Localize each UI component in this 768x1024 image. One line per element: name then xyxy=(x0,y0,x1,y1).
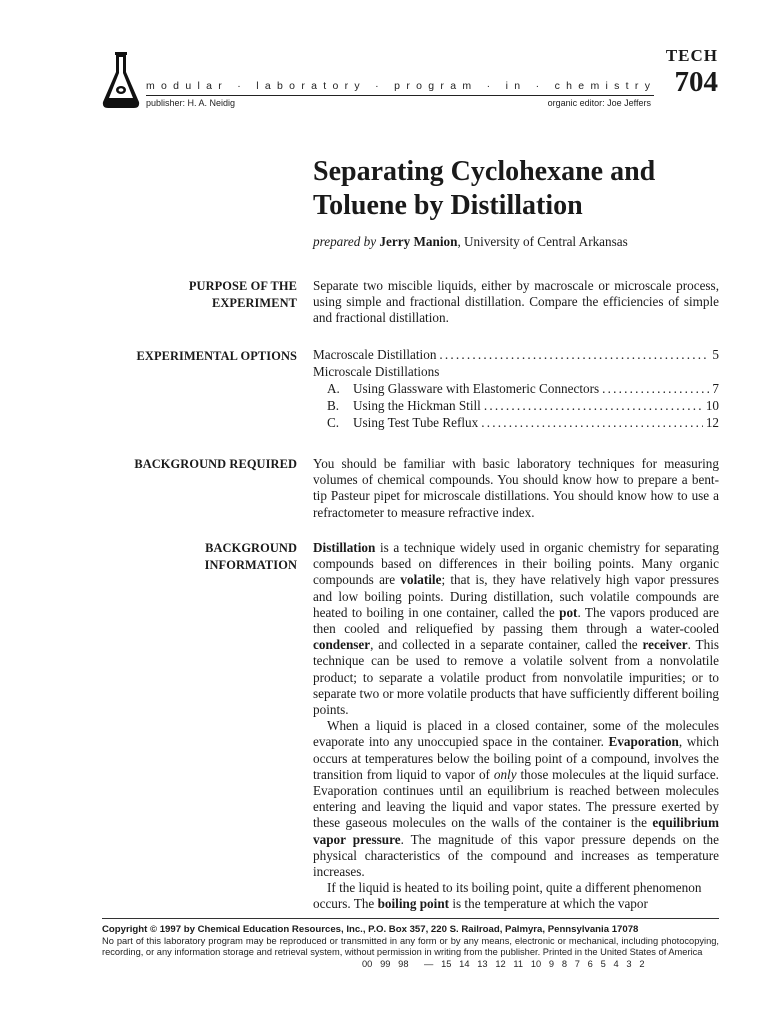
term-volatile: volatile xyxy=(400,572,442,588)
editor-credit: organic editor: Joe Jeffers xyxy=(547,98,651,108)
text-run: those molecules at the liquid surface. Evaporation continues until an equilibrium is reached between molecules entering and leaving the liquid and vapor states. The pressure exerted by these gaseous molecules on the walls of the container is the xyxy=(313,766,719,831)
term-boiling-point: boiling point xyxy=(377,896,450,912)
byline xyxy=(313,234,628,250)
text-run: . The vapors produced are then cooled and reliquefied by passing them through a water-cooled xyxy=(313,604,719,637)
publisher-credit: publisher: H. A. Neidig xyxy=(146,98,236,108)
option-text: Using Glassware with Elastomeric Connectors xyxy=(353,381,600,396)
required-text: You should be familiar with basic laboratory techniques for measuring volumes of chemical compounds. You should know how to prepare a bent-tip Pasteur pipet for microscale distillations. You should know how to use a refractometer to measure refractive index. xyxy=(313,456,719,520)
document-title xyxy=(313,155,733,223)
term-distillation: Distillation xyxy=(313,540,376,555)
purpose-label-line-1: PURPOSE OF THE xyxy=(188,279,297,293)
text-run: . The magnitude of this vapor pressure depends on the physical characteristics of the compound and increases as temperature increases. xyxy=(313,831,720,880)
paragraph-3 xyxy=(313,880,719,912)
options-list xyxy=(313,347,719,432)
information-label-line-1: BACKGROUND xyxy=(205,541,297,555)
purpose-label xyxy=(96,278,297,312)
information-text xyxy=(313,540,719,913)
header-rule xyxy=(146,95,654,96)
option-macroscale[interactable] xyxy=(313,347,719,364)
prepared-by-label: prepared by xyxy=(313,234,377,249)
emphasis-only: only xyxy=(493,766,517,782)
title-line-1: Separating Cyclohexane and xyxy=(313,156,656,187)
term-condenser: condenser xyxy=(313,637,371,653)
text-run: is a technique widely used in organic chemistry for separating compounds based on differences in their boiling points. Many organic compounds are xyxy=(313,540,719,588)
footer-rule xyxy=(102,918,719,919)
tech-number: 704 xyxy=(674,66,718,98)
option-letter: B. xyxy=(327,398,340,413)
text-run: If the liquid is heated to its boiling point, quite a different phenomenon occurs. The xyxy=(313,880,702,912)
dot-leader xyxy=(602,381,709,397)
paragraph-1 xyxy=(313,540,719,718)
text-run: is the temperature at which the vapor xyxy=(449,896,648,912)
option-text: Microscale Distillations xyxy=(313,364,440,379)
print-line: 00 99 98 — 15 14 13 12 11 10 9 8 7 6 5 4 3 2 xyxy=(362,959,645,969)
paragraph-2 xyxy=(313,718,719,880)
dot-leader xyxy=(439,347,709,363)
text-run: , which occurs at temperatures below the boiling point of a compound, involves the transition from liquid to vapor of xyxy=(313,734,719,782)
text-run: ; that is, they have relatively high vapor pressures and low boiling points. During distillation, such volatile compounds are heated to boiling in one container, called the xyxy=(313,572,719,620)
program-tagline: modular · laboratory · program · in · chemistry xyxy=(146,80,657,92)
purpose-label-line-2: EXPERIMENT xyxy=(212,295,297,310)
option-item-c[interactable] xyxy=(313,415,719,432)
rights-notice: No part of this laboratory program may be reproduced or transmitted in any form or by any means, electronic or mechanical, including photocopying, recording, or any information storage and retrieval system, without permission in writing from the publisher. Printed in the United States of America xyxy=(102,936,719,958)
option-item-a[interactable] xyxy=(313,381,719,398)
information-label-line-2: INFORMATION xyxy=(204,557,297,572)
text-run: , and collected in a separate container, called the xyxy=(370,637,643,653)
tech-label: TECH xyxy=(665,46,718,65)
option-page: 5 xyxy=(712,347,719,362)
option-text: Macroscale Distillation xyxy=(313,347,437,362)
purpose-text: Separate two miscible liquids, either by macroscale or microscale process, using simple and fractional distillation. Compare the efficiencies of simple and fractional distillation. xyxy=(313,278,719,326)
term-receiver: receiver xyxy=(642,637,688,653)
author-affiliation: , University of Central Arkansas xyxy=(457,234,628,249)
copyright-notice: Copyright © 1997 by Chemical Education Resources, Inc., P.O. Box 357, 220 S. Railroad, Palmyra, Pennsylvania 17078 xyxy=(102,924,639,935)
option-page: 10 xyxy=(705,398,719,413)
option-microscale-heading xyxy=(313,364,719,381)
title-line-2: Toluene by Distillation xyxy=(313,190,583,221)
option-item-b[interactable] xyxy=(313,398,719,415)
required-label: BACKGROUND REQUIRED xyxy=(134,457,297,471)
option-page: 7 xyxy=(712,381,719,396)
option-text: Using Test Tube Reflux xyxy=(353,415,479,430)
options-label: EXPERIMENTAL OPTIONS xyxy=(136,349,297,363)
text-run: . This technique can be used to remove a volatile solvent from a nonvolatile product; to separate a volatile product from nonvolatile impurities; or to separate two or more volatile products that have sufficiently different boiling points. xyxy=(313,637,720,718)
text-run: When a liquid is placed in a closed container, some of the molecules evaporate into any unoccupied space in the container. xyxy=(313,718,719,750)
option-page: 12 xyxy=(705,415,719,430)
term-evaporation: Evaporation xyxy=(608,734,679,750)
option-letter: C. xyxy=(327,415,340,430)
dot-leader xyxy=(481,415,703,431)
term-pot: pot xyxy=(559,604,578,620)
flask-logo-icon xyxy=(101,50,141,110)
term-equilibrium-vapor-pressure: equilibrium vapor pressure xyxy=(313,815,719,847)
author-name: Jerry Manion xyxy=(379,234,458,249)
option-letter: A. xyxy=(327,381,340,396)
dot-leader xyxy=(484,398,703,414)
option-text: Using the Hickman Still xyxy=(353,398,481,413)
information-label xyxy=(96,540,297,574)
